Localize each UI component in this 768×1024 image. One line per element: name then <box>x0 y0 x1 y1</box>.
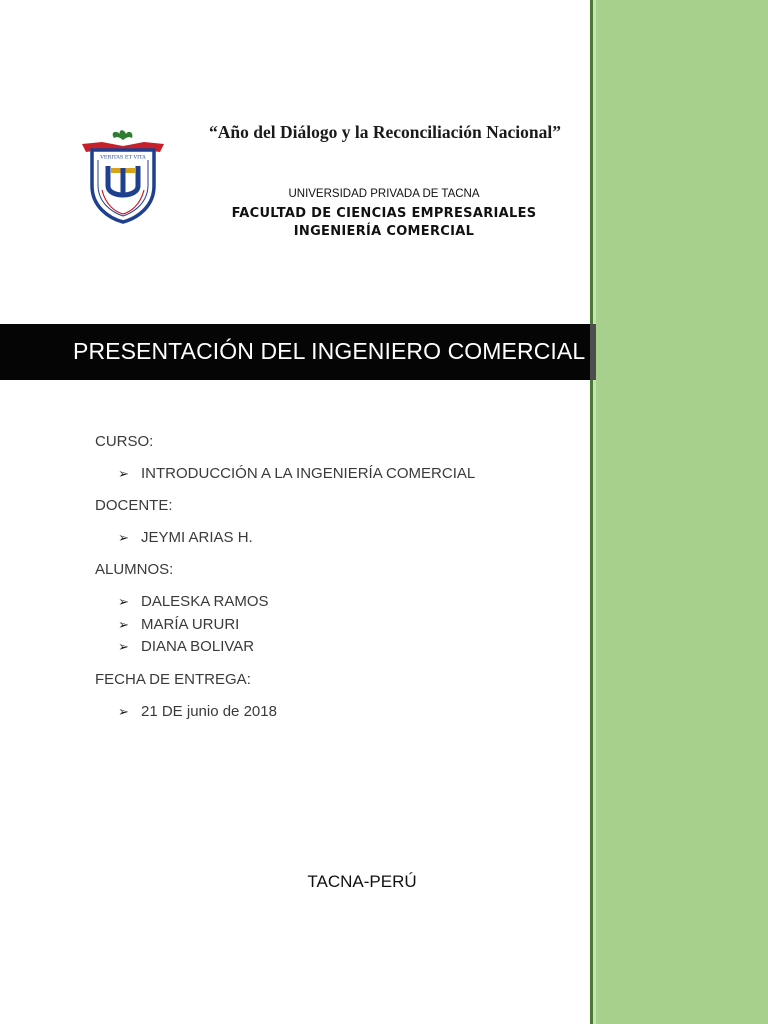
faculty-name: FACULTAD DE CIENCIAS EMPRESARIALES <box>231 206 537 221</box>
university-logo <box>80 128 166 224</box>
arrow-bullet-icon: ➢ <box>118 595 129 610</box>
arrow-bullet-icon: ➢ <box>118 640 129 655</box>
title-banner <box>0 324 596 380</box>
student-item <box>118 593 269 610</box>
student-name: DALESKA RAMOS <box>141 593 269 610</box>
student-item <box>118 616 239 633</box>
delivery-date-label: FECHA DE ENTREGA: <box>95 671 251 688</box>
arrow-bullet-icon: ➢ <box>118 618 129 633</box>
university-name: UNIVERSIDAD PRIVADA DE TACNA <box>288 188 480 200</box>
svg-text:VERITAS ET VITA: VERITAS ET VITA <box>100 154 146 161</box>
delivery-date-item <box>118 703 277 720</box>
student-name: MARÍA URURI <box>141 616 240 633</box>
document-title: PRESENTACIÓN DEL INGENIERO COMERCIAL <box>73 338 586 364</box>
arrow-bullet-icon: ➢ <box>118 705 129 720</box>
teacher-name: JEYMI ARIAS H. <box>141 529 253 546</box>
course-item <box>118 465 475 482</box>
side-color-band <box>596 0 768 1024</box>
arrow-bullet-icon: ➢ <box>118 531 129 546</box>
teacher-item <box>118 529 253 546</box>
title-banner-edge <box>590 324 596 380</box>
course-name: INTRODUCCIÓN A LA INGENIERÍA COMERCIAL <box>141 465 476 482</box>
students-label: ALUMNOS: <box>95 561 174 578</box>
teacher-label: DOCENTE: <box>95 497 173 514</box>
arrow-bullet-icon: ➢ <box>118 467 129 482</box>
national-year-motto: “Año del Diálogo y la Reconciliación Nacional” <box>209 122 561 142</box>
career-name: INGENIERÍA COMERCIAL <box>293 224 475 239</box>
student-item <box>118 638 254 655</box>
student-name: DIANA BOLIVAR <box>141 638 255 655</box>
delivery-date: 21 DE junio de 2018 <box>141 703 277 720</box>
course-label: CURSO: <box>95 433 154 450</box>
place-location: TACNA-PERÚ <box>307 872 417 891</box>
